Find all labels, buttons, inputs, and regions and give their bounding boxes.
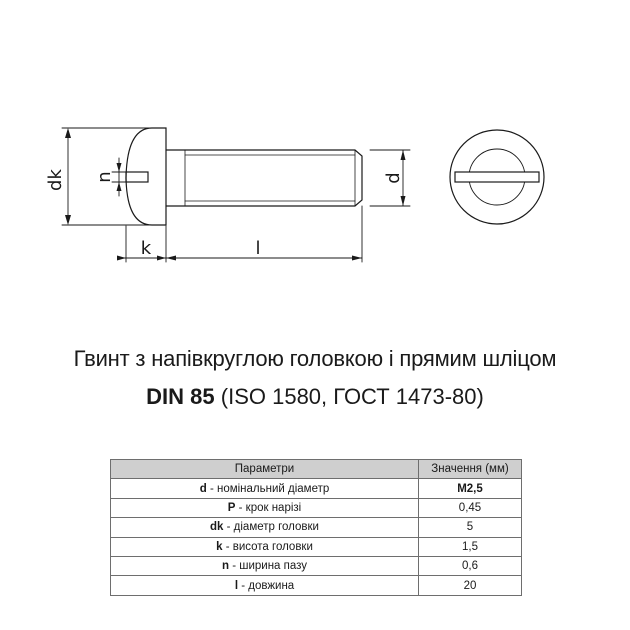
param-desc: - номінальний діаметр [206, 482, 330, 495]
param-desc: - діаметр головки [223, 521, 319, 534]
param-cell [111, 518, 419, 537]
param-desc: - висота головки [222, 540, 313, 553]
spec-table [110, 459, 522, 596]
value-cell: 20 [419, 576, 522, 595]
l-label: l [255, 238, 261, 259]
dk-label: dk [45, 169, 66, 191]
value-cell: 5 [419, 518, 522, 537]
param-symbol: dk [210, 521, 224, 534]
param-desc: - довжина [238, 579, 295, 592]
table-row [111, 556, 522, 575]
value-cell: 1,5 [419, 537, 522, 556]
table-row [111, 537, 522, 556]
param-cell [111, 498, 419, 517]
param-symbol: n [221, 560, 229, 573]
param-symbol: k [216, 540, 223, 553]
param-cell [111, 537, 419, 556]
standard-code: DIN 85 [146, 384, 215, 409]
spec-header-row [111, 460, 522, 479]
table-row [111, 479, 522, 498]
table-row [111, 498, 522, 517]
table-row [111, 518, 522, 537]
k-label: k [140, 238, 152, 259]
param-header: Параметри [111, 460, 419, 479]
product-standard [0, 384, 630, 410]
value-cell: M2,5 [419, 479, 522, 498]
param-symbol: d [199, 482, 207, 495]
param-desc: - крок нарізі [235, 501, 302, 514]
screw-head-outline [126, 128, 166, 225]
param-cell [111, 479, 419, 498]
end-view-slot [455, 172, 539, 182]
n-label: n [94, 171, 115, 183]
value-cell: 0,6 [419, 556, 522, 575]
d-label: d [383, 172, 404, 184]
product-title: Гвинт з напівкруглою головкою і прямим шліцом [73, 346, 557, 371]
table-row [111, 576, 522, 595]
value-cell: 0,45 [419, 498, 522, 517]
head-slot [126, 172, 148, 182]
param-desc: - ширина пазу [229, 560, 308, 573]
standard-refs: (ISO 1580, ГОСТ 1473-80) [220, 384, 484, 409]
screw-shank [166, 150, 362, 206]
param-symbol: P [227, 501, 236, 514]
param-cell [111, 556, 419, 575]
value-header: Значення (мм) [419, 460, 522, 479]
param-symbol: l [234, 579, 239, 592]
param-cell [111, 576, 419, 595]
